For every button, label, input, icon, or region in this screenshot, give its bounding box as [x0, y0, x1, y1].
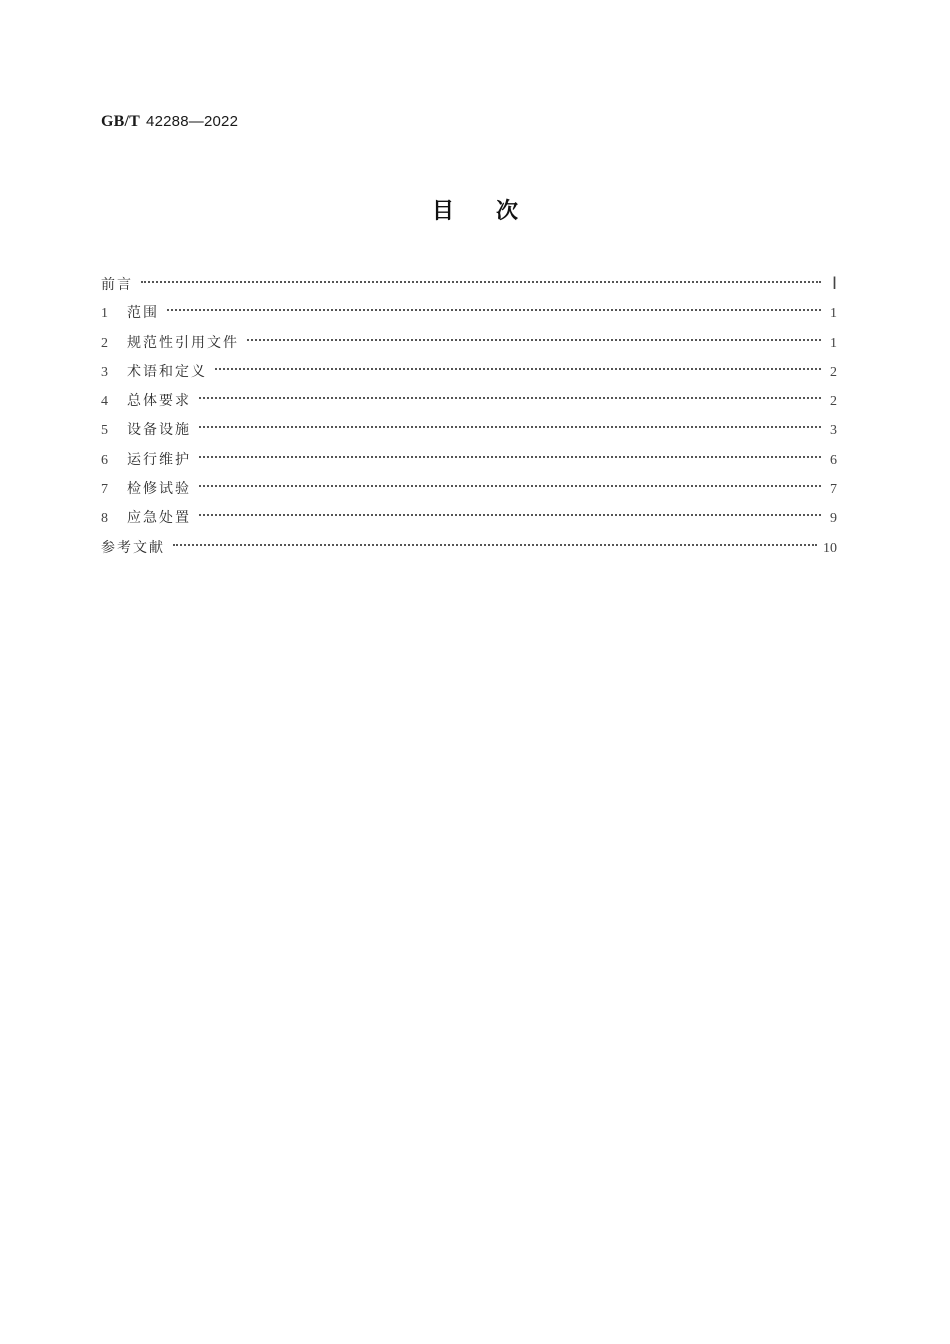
- toc-entry-bibliography[interactable]: [101, 536, 837, 565]
- dot-leader: [141, 281, 821, 283]
- toc-entry-label: 术语和定义: [127, 363, 207, 380]
- toc-entry-operation-maintenance[interactable]: [101, 448, 837, 477]
- toc-entry-page: 6: [830, 452, 837, 468]
- standard-number: 42288—2022: [146, 113, 239, 130]
- toc-entry-normative-references[interactable]: [101, 331, 837, 360]
- page-title: [0, 194, 950, 225]
- toc-entry-page: 10: [823, 540, 837, 556]
- dot-leader: [167, 309, 821, 311]
- toc-entry-label: 参考文献: [101, 539, 165, 556]
- standard-code: [101, 113, 238, 131]
- standard-prefix: GB/T: [101, 113, 141, 130]
- toc-entry-label: 设备设施: [127, 422, 191, 439]
- dot-leader: [173, 544, 817, 546]
- toc-entry-inspection-testing[interactable]: [101, 477, 837, 506]
- toc-entry-page: 2: [830, 394, 837, 410]
- dot-leader: [199, 514, 821, 516]
- toc-entry-page: Ⅰ: [831, 274, 837, 293]
- toc-entry-page: 3: [830, 423, 837, 439]
- toc-entry-label: 检修试验: [127, 481, 191, 498]
- toc-entry-page: 2: [830, 364, 837, 380]
- toc-entry-page: 1: [830, 335, 837, 351]
- table-of-contents: [101, 272, 837, 565]
- toc-entry-number: 1: [101, 306, 108, 322]
- dot-leader: [247, 339, 821, 341]
- toc-entry-page: 1: [830, 306, 837, 322]
- toc-entry-general-requirements[interactable]: [101, 389, 837, 418]
- toc-entry-number: 3: [101, 364, 108, 380]
- toc-entry-foreword[interactable]: [101, 272, 837, 301]
- toc-entry-terms-definitions[interactable]: [101, 360, 837, 389]
- toc-entry-label: 应急处置: [127, 510, 191, 527]
- toc-entry-label: 范围: [127, 305, 159, 322]
- toc-entry-page: 7: [830, 482, 837, 498]
- toc-entry-emergency-response[interactable]: [101, 506, 837, 535]
- dot-leader: [199, 397, 821, 399]
- toc-entry-scope[interactable]: [101, 301, 837, 330]
- toc-entry-number: 4: [101, 394, 108, 410]
- dot-leader: [199, 485, 821, 487]
- toc-entry-number: 8: [101, 511, 108, 527]
- page-title-char-1: 目: [431, 199, 454, 224]
- toc-entry-number: 5: [101, 423, 108, 439]
- toc-entry-page: 9: [830, 511, 837, 527]
- dot-leader: [199, 456, 821, 458]
- toc-entry-equipment-facilities[interactable]: [101, 418, 837, 447]
- toc-entry-label: 运行维护: [127, 451, 191, 468]
- page-title-char-2: 次: [496, 199, 519, 224]
- toc-entry-label: 前言: [101, 277, 133, 293]
- toc-entry-number: 7: [101, 482, 108, 498]
- dot-leader: [215, 368, 821, 370]
- toc-entry-label: 总体要求: [127, 393, 191, 410]
- toc-entry-number: 2: [101, 335, 108, 351]
- toc-entry-number: 6: [101, 452, 108, 468]
- toc-entry-label: 规范性引用文件: [127, 334, 239, 351]
- dot-leader: [199, 426, 821, 428]
